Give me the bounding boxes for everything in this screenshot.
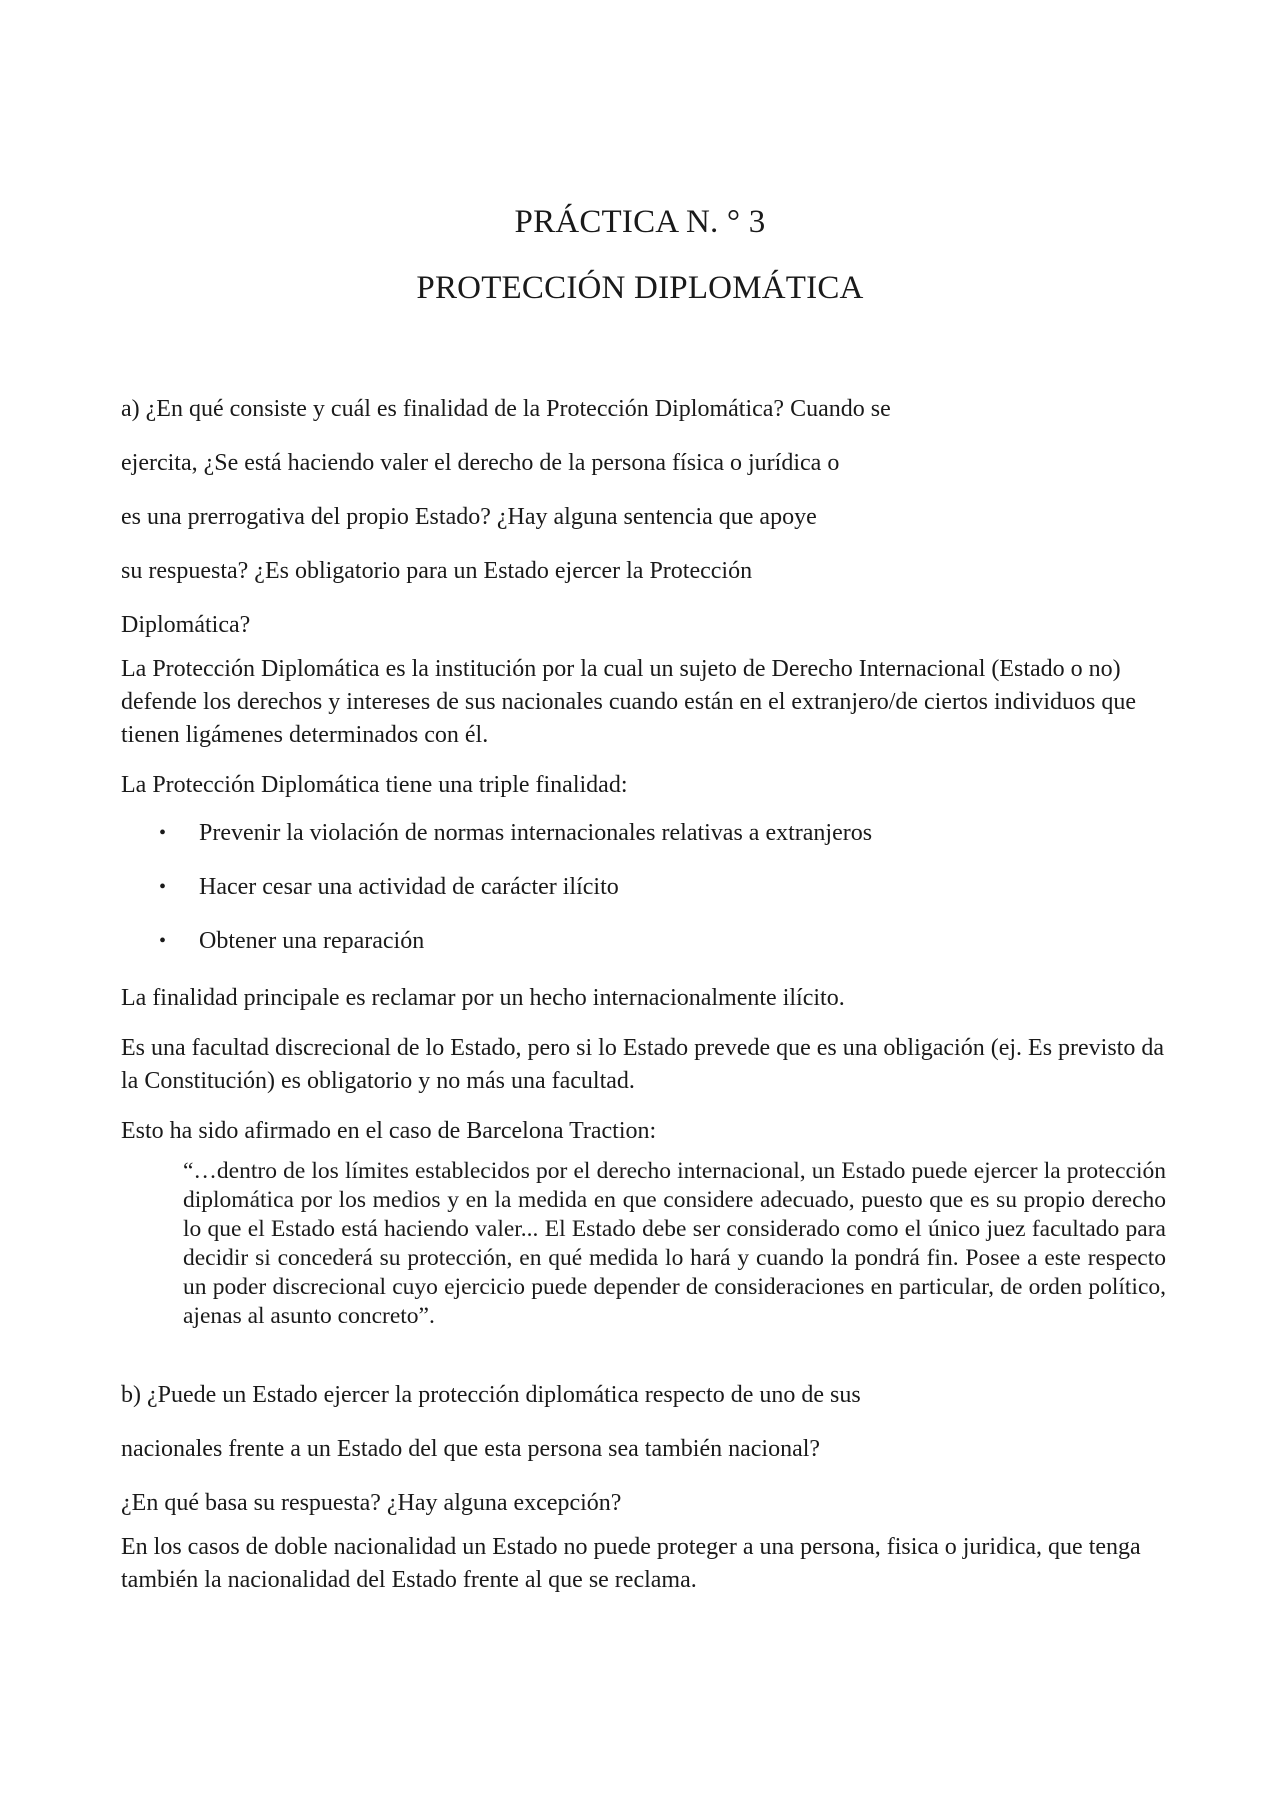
- answer-a-paragraph: La Protección Diplomática tiene una triple finalidad:: [121, 772, 628, 798]
- question-a-line: es una prerrogativa del propio Estado? ¿Hay alguna sentencia que apoye: [121, 504, 817, 530]
- answer-a-paragraph: Esto ha sido afirmado en el caso de Barcelona Traction:: [121, 1118, 657, 1144]
- document-subtitle: PROTECCIÓN DIPLOMÁTICA: [416, 270, 864, 306]
- bullet-icon: •: [159, 822, 167, 844]
- answer-b-paragraph: En los casos de doble nacionalidad un Estado no puede proteger a una persona, fisica o juridica, que tenga también la nacionalidad del Estado frente al que se reclama.: [121, 1534, 1141, 1593]
- question-a-line: su respuesta? ¿Es obligatorio para un Estado ejercer la Protección: [121, 558, 753, 584]
- list-item-text: Prevenir la violación de normas internacionales relativas a extranjeros: [199, 820, 873, 846]
- finalidades-list: [121, 806, 1166, 968]
- list-item: [121, 806, 1166, 860]
- question-a: [121, 382, 1166, 652]
- question-b-line: ¿En qué basa su respuesta? ¿Hay alguna excepción?: [121, 1490, 622, 1516]
- question-b-line: nacionales frente a un Estado del que esta persona sea también nacional?: [121, 1436, 821, 1462]
- question-a-line: ejercita, ¿Se está haciendo valer el derecho de la persona física o jurídica o: [121, 450, 840, 476]
- document-title: PRÁCTICA N. ° 3: [514, 204, 766, 240]
- list-item-text: Hacer cesar una actividad de carácter ilícito: [199, 874, 619, 900]
- answer-a-paragraph: La Protección Diplomática es la institución por la cual un sujeto de Derecho Internacional (Estado o no) defende los derechos y intereses de sus nacionales cuando están en el extranjero/de ciertos individuos que tienen ligámenes determinados con él.: [121, 656, 1136, 748]
- question-b-line: b) ¿Puede un Estado ejercer la protección diplomática respecto de uno de sus: [121, 1382, 861, 1408]
- barcelona-traction-quote: “…dentro de los límites establecidos por el derecho internacional, un Estado puede ejercer la protección diplomática por los medios y en la medida en que considere adecuado, puesto que es su propio derecho lo que el Estado está haciendo valer... El Estado debe ser considerado como el único juez facultado para decidir si concederá su protección, en qué medida lo hará y cuando la pondrá fin. Posee a este respecto un poder discrecional cuyo ejercicio puede depender de consideraciones en particular, de orden político, ajenas al asunto concreto”.: [183, 1158, 1166, 1329]
- answer-a-paragraph: La finalidad principale es reclamar por un hecho internacionalmente ilícito.: [121, 985, 845, 1011]
- bullet-icon: •: [159, 930, 167, 952]
- list-item: [121, 860, 1166, 914]
- section-gap: [121, 1331, 1166, 1368]
- document-body: [121, 382, 1166, 1614]
- bullet-icon: •: [159, 876, 167, 898]
- question-a-line: Diplomática?: [121, 612, 251, 638]
- list-item-text: Obtener una reparación: [199, 928, 425, 954]
- question-b: [121, 1368, 1166, 1530]
- list-item: [121, 914, 1166, 968]
- question-a-line: a) ¿En qué consiste y cuál es finalidad de la Protección Diplomática? Cuando se: [121, 396, 891, 422]
- answer-a-paragraph: Es una facultad discrecional de lo Estado, pero si lo Estado prevede que es una obligación (ej. Es previsto da la Constitución) es obligatorio y no más una facultad.: [121, 1035, 1165, 1094]
